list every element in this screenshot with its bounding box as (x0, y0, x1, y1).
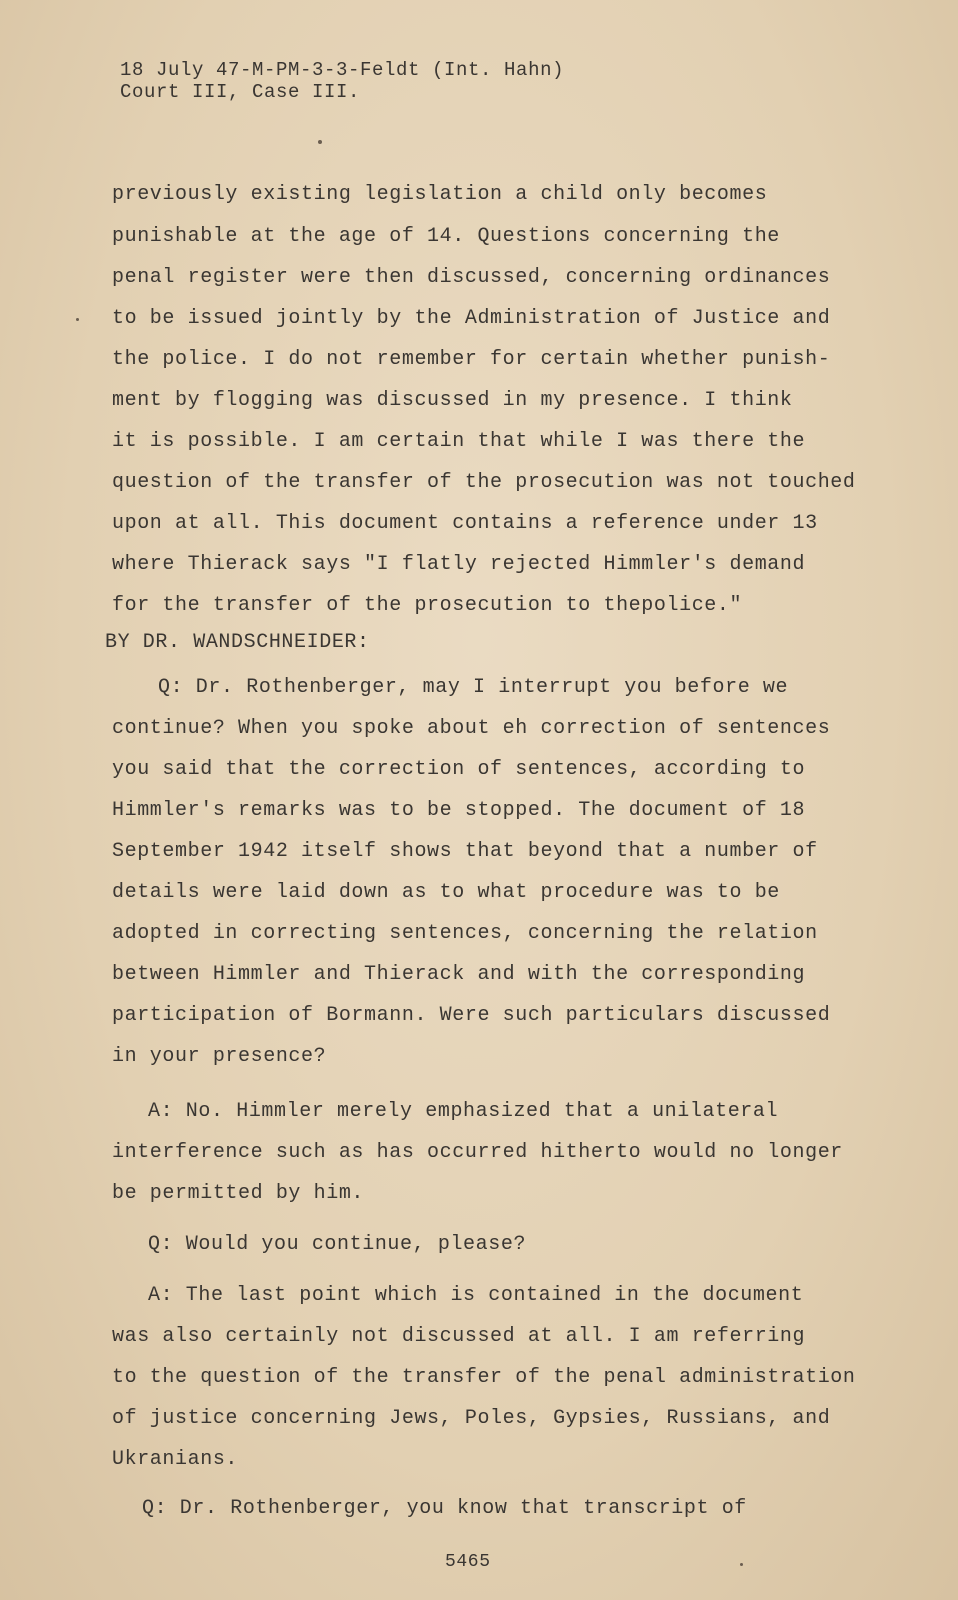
body-line: you said that the correction of sentences, according to (112, 758, 806, 781)
body-line: continue? When you spoke about eh correction of sentences (112, 717, 831, 740)
body-line: punishable at the age of 14. Questions concerning the (112, 225, 780, 248)
answer-line: A: No. Himmler merely emphasized that a unilateral (148, 1100, 779, 1123)
question-line: Q: Dr. Rothenberger, you know that transcript of (142, 1497, 747, 1520)
body-line: for the transfer of the prosecution to thepolice." (112, 594, 743, 617)
body-line: between Himmler and Thierack and with the corresponding (112, 963, 806, 986)
body-line: ment by flogging was discussed in my presence. I think (112, 389, 793, 412)
question-line: Q: Would you continue, please? (148, 1233, 527, 1256)
body-line: the police. I do not remember for certain whether punish- (112, 348, 831, 371)
header-line-1: 18 July 47-M-PM-3-3-Feldt (Int. Hahn) (120, 59, 565, 81)
question-line: Q: Dr. Rothenberger, may I interrupt you before we (158, 676, 789, 699)
body-line: penal register were then discussed, concerning ordinances (112, 266, 831, 289)
body-line: participation of Bormann. Were such particulars discussed (112, 1004, 831, 1027)
body-line: be permitted by him. (112, 1182, 365, 1205)
body-line: to the question of the transfer of the penal administration (112, 1366, 856, 1389)
page-number: 5465 (445, 1552, 491, 1572)
body-line: it is possible. I am certain that while I was there the (112, 430, 806, 453)
body-line: upon at all. This document contains a reference under 13 (112, 512, 818, 535)
body-line: Ukranians. (112, 1448, 239, 1471)
header-line-2: Court III, Case III. (120, 81, 361, 103)
examiner-heading: BY DR. WANDSCHNEIDER: (105, 631, 370, 654)
body-line: details were laid down as to what procedure was to be (112, 881, 780, 904)
body-line: Himmler's remarks was to be stopped. The document of 18 (112, 799, 806, 822)
body-line: September 1942 itself shows that beyond that a number of (112, 840, 818, 863)
paper-speck (740, 1563, 743, 1566)
body-line: was also certainly not discussed at all. I am referring (112, 1325, 806, 1348)
paper-speck (76, 318, 79, 321)
body-line: in your presence? (112, 1045, 327, 1068)
body-line: of justice concerning Jews, Poles, Gypsies, Russians, and (112, 1407, 831, 1430)
paper-speck (318, 140, 322, 144)
body-line: to be issued jointly by the Administration of Justice and (112, 307, 831, 330)
answer-line: A: The last point which is contained in the document (148, 1284, 804, 1307)
body-line: where Thierack says "I flatly rejected Himmler's demand (112, 553, 806, 576)
body-line: adopted in correcting sentences, concerning the relation (112, 922, 818, 945)
body-line: interference such as has occurred hitherto would no longer (112, 1141, 843, 1164)
body-line: previously existing legislation a child only becomes (112, 183, 768, 206)
body-line: question of the transfer of the prosecution was not touched (112, 471, 856, 494)
